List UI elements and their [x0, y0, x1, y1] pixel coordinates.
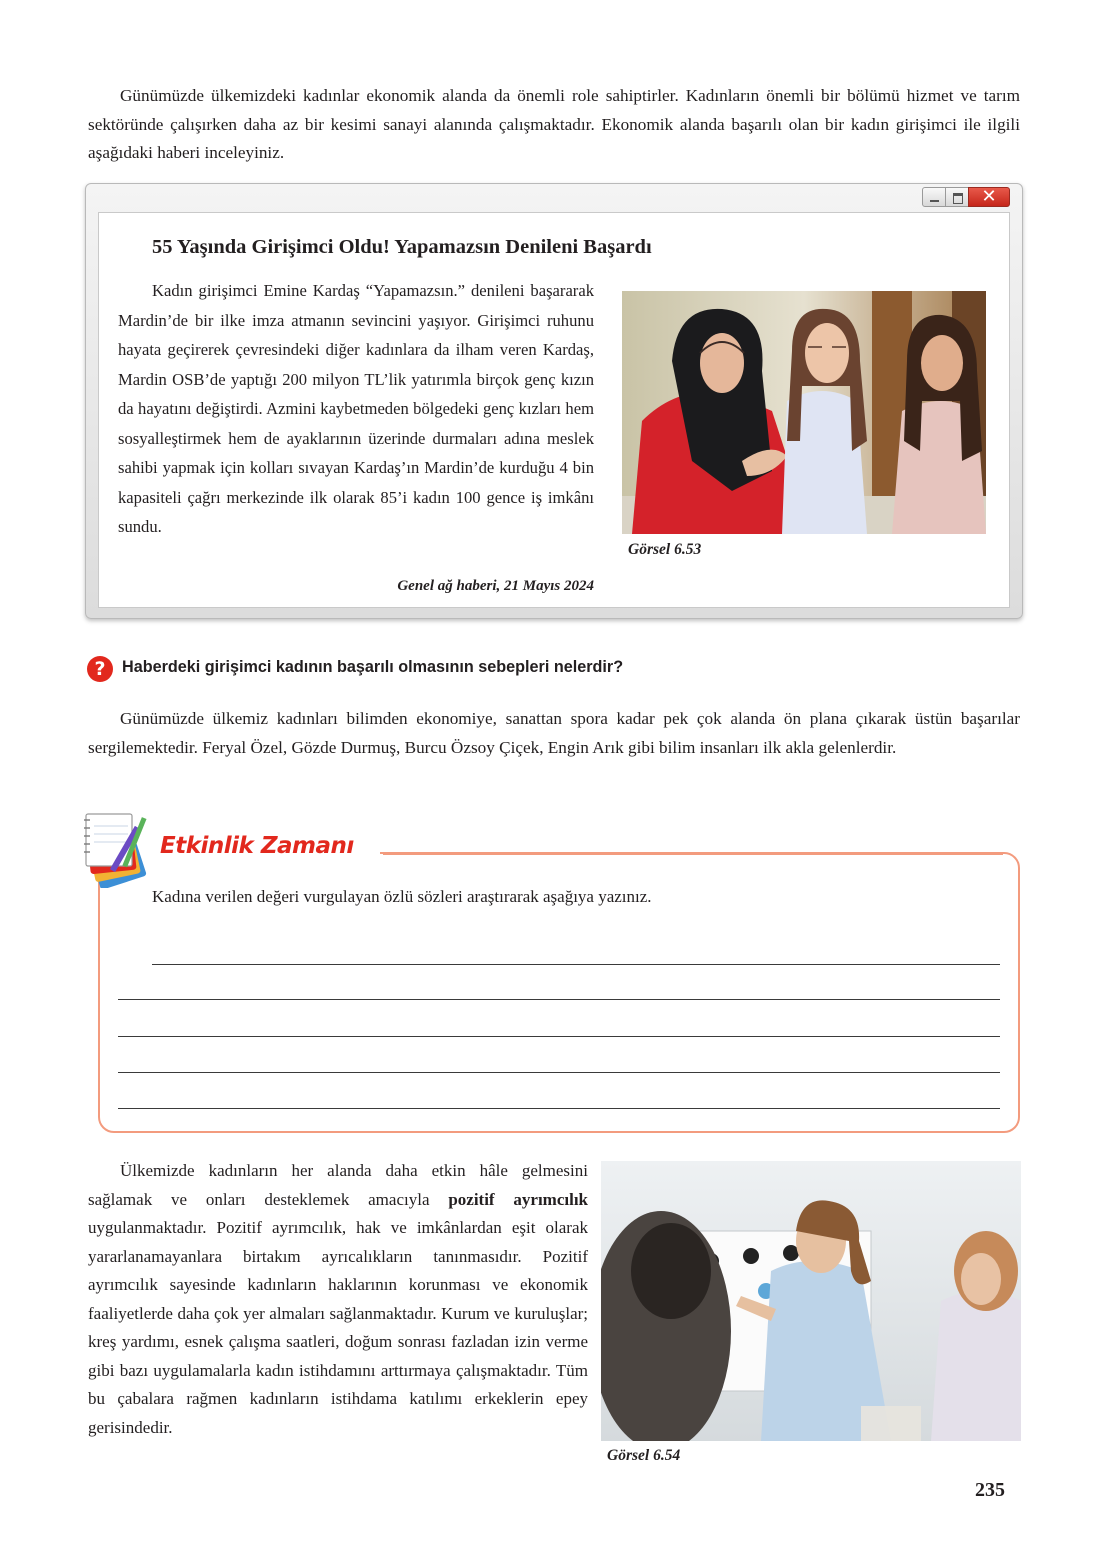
maximize-icon [945, 187, 969, 207]
answer-line-5[interactable] [118, 1108, 1000, 1109]
photo-caption-6-53: Görsel 6.53 [628, 541, 702, 558]
page-number: 235 [975, 1479, 1005, 1501]
intro-paragraph: Günümüzde ülkemizdeki kadınlar ekonomik alanda da önemli role sahiptirler. Kadınların önemli bir bölümü hizmet ve tarım sektöründe çalışırken daha az bir kesimi sanayi alanında çalışmaktadır. Ekonomik alanda başarılı olan bir kadın girişimci ile ilgili aşağıdaki haberi inceleyiniz. [88, 86, 1020, 162]
positive-discrimination-paragraph: Ülkemizde kadınların her alanda daha etkin hâle gelmesini sağlamak ve onları desteklemek amacıyla pozitif ayrımcılık uygulanmaktadır. Pozitif ayrımcılık, hak ve imkânlardan eşit olarak yararlanamayanlara birtakım ayrıcalıkların tanınmasıdır. Pozitif ayrımcılık sayesinde kadınların haklarının korunması ve ekonomik faaliyetlerde daha çok yer almaları sağlanmaktadır. Kurum ve kuruluşlar; kreş yardımı, esnek çalışma saatleri, doğum sonrası fazladan izin verme gibi bazı uygulamalarla kadın istihdamını arttırmaya çalışmaktadır. Tüm bu çabalara rağmen kadınların istihdama katılımı erkeklerin epey gerisindedir. [88, 1161, 588, 1437]
notebook-icon [74, 806, 158, 888]
second-paragraph: Günümüzde ülkemiz kadınları bilimden ekonomiye, sanattan spora kadar pek çok alanda ön plana çıkarak üstün başarılar sergilemektedir. Feryal Özel, Gözde Durmuş, Burcu Özsoy Çiçek, Engin Arık gibi bilim insanları ilk akla gelenlerdir. [88, 709, 1020, 757]
activity-prompt: Kadına verilen değeri vurgulayan özlü sözleri araştırarak aşağıya yazınız. [152, 887, 652, 906]
close-icon: ✕ [968, 187, 1010, 207]
minimize-icon [922, 187, 946, 207]
question-text: Haberdeki girişimci kadının başarılı olmasının sebepleri nelerdir? [122, 658, 624, 676]
presentation-photo [601, 1161, 1021, 1441]
answer-line-2[interactable] [118, 999, 1000, 1000]
news-source: Genel ağ haberi, 21 Mayıs 2024 [397, 578, 594, 594]
answer-line-1[interactable] [152, 964, 1000, 965]
activity-title: Etkinlik Zamanı [160, 833, 354, 859]
entrepreneur-photo [622, 291, 986, 534]
answer-line-4[interactable] [118, 1072, 1000, 1073]
positive-discrimination-term: pozitif ayrımcılık [448, 1189, 588, 1209]
news-title: 55 Yaşında Girişimci Oldu! Yapamazsın Denileni Başardı [152, 236, 652, 258]
activity-title-rule [383, 853, 1003, 855]
answer-line-3[interactable] [118, 1036, 1000, 1037]
photo-caption-6-54: Görsel 6.54 [607, 1447, 681, 1464]
question-icon: ? [87, 656, 113, 682]
news-body: Kadın girişimci Emine Kardaş “Yapamazsın.” denileni başararak Mardin’de bir ilke imza atmanın sevincini yaşıyor. Girişimci ruhunu hayata geçirerek çevresindeki diğer kadınlara da ilham veren Kardaş, Mardin OSB’de yaptığı 200 milyon TL’lik yatırımla birçok genç kızın da hayatını değiştirdi. Azmini kaybetmeden bölgedeki genç kızları hem sosyalleştirmek hem de ayaklarının üzerinde durmaları adına meslek sahibi yapmak için kolları sıvayan Kardaş’ın Mardin’de kurduğu 4 bin kapasiteli çağrı merkezinde ilk olarak 85’i kadın 100 gence iş imkânı sundu. [118, 281, 594, 536]
